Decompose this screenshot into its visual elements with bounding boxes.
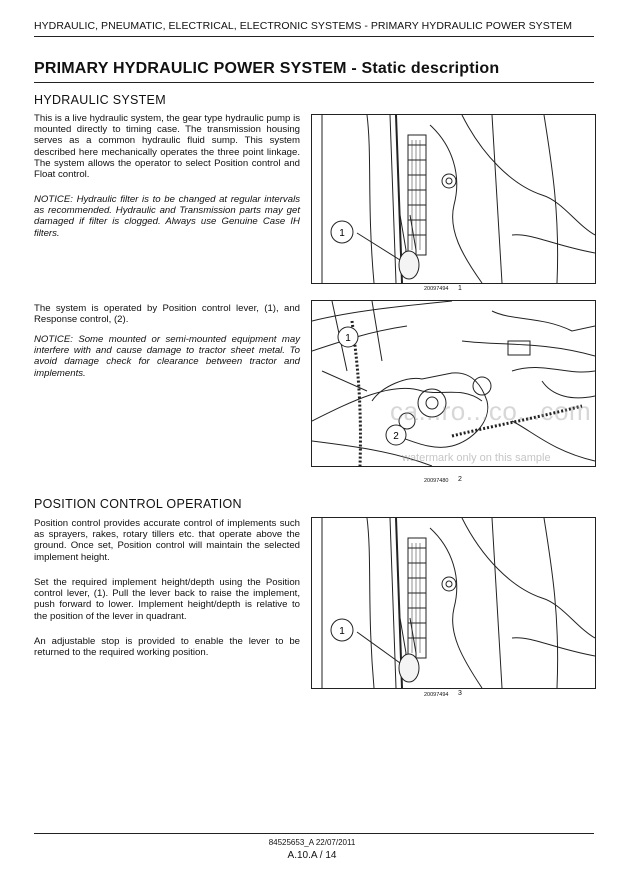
footer-rule [34, 833, 594, 834]
controls-paragraph: The system is operated by Position control lever, (1), and Response control, (2). [34, 303, 300, 326]
footer-page-number: A.10.A / 14 [287, 850, 337, 861]
header-rule [34, 36, 594, 37]
title-rule [34, 82, 594, 83]
figure-2-number: 2 [458, 476, 462, 483]
section-heading-hydraulic-system: HYDRAULIC SYSTEM [34, 93, 166, 107]
figure-2-callout-1: 1 [345, 333, 351, 344]
figure-1-lever-quadrant [311, 114, 596, 284]
position-control-paragraph-2: Set the required implement height/depth using the Position control lever, (1). Pull the lever back to raise the implement, push forward to lower. Implement height/depth is relative to the position of the lever in quadrant. [34, 577, 300, 622]
section-heading-position-control: POSITION CONTROL OPERATION [34, 497, 242, 511]
watermark-brand: ca...ro...co...com [390, 396, 592, 426]
figure-1-number: 1 [458, 285, 462, 292]
running-header: HYDRAULIC, PNEUMATIC, ELECTRICAL, ELECTRONIC SYSTEMS - PRIMARY HYDRAULIC POWER SYSTEM [34, 20, 573, 32]
hydraulic-system-paragraph: This is a live hydraulic system, the gear type hydraulic pump is mounted directly to timing case. The transmission housing serves as a common hydraulic fluid sump. This system described here mechanically operates the three point linkage. The system allows the operator to select Position control and Float control. [34, 113, 300, 181]
hydraulic-filter-notice: NOTICE: Hydraulic filter is to be changed at regular intervals as recommended. Hydraulic and Transmission parts may get damaged if filter is clogged. Always use Genuine Case IH filters. [34, 194, 300, 239]
figure-3-drawing [312, 518, 595, 688]
figure-1-code: 20097494 [424, 286, 449, 292]
watermark-text: watermark only on this sample [402, 452, 551, 464]
figure-1-callout-1: 1 [339, 228, 345, 239]
figure-3-lever-quadrant [311, 517, 596, 689]
figure-3-number: 3 [458, 690, 462, 697]
figure-2-engine-controls [311, 300, 596, 467]
figure-2-drawing [312, 301, 595, 466]
implement-clearance-notice: NOTICE: Some mounted or semi-mounted equipment may interfere with and cause damage to tractor sheet metal. To avoid damage check for clearance between tractor and implements. [34, 334, 300, 379]
position-control-paragraph-1: Position control provides accurate control of implements such as sprayers, rakes, rotary tillers etc. that operate above the ground. Once set, Position control will maintain the selected implement height. [34, 518, 300, 563]
figure-2-code: 20097480 [424, 478, 449, 484]
figure-3-code: 20097494 [424, 692, 449, 698]
footer-doc-code: 84525653_A 22/07/2011 [268, 838, 356, 847]
page-title: PRIMARY HYDRAULIC POWER SYSTEM - Static description [34, 60, 500, 77]
figure-2-callout-2: 2 [393, 431, 399, 442]
figure-1-drawing [312, 115, 595, 283]
figure-3-callout-1: 1 [339, 626, 345, 637]
position-control-paragraph-3: An adjustable stop is provided to enable the lever to be returned to the required working position. [34, 636, 300, 659]
